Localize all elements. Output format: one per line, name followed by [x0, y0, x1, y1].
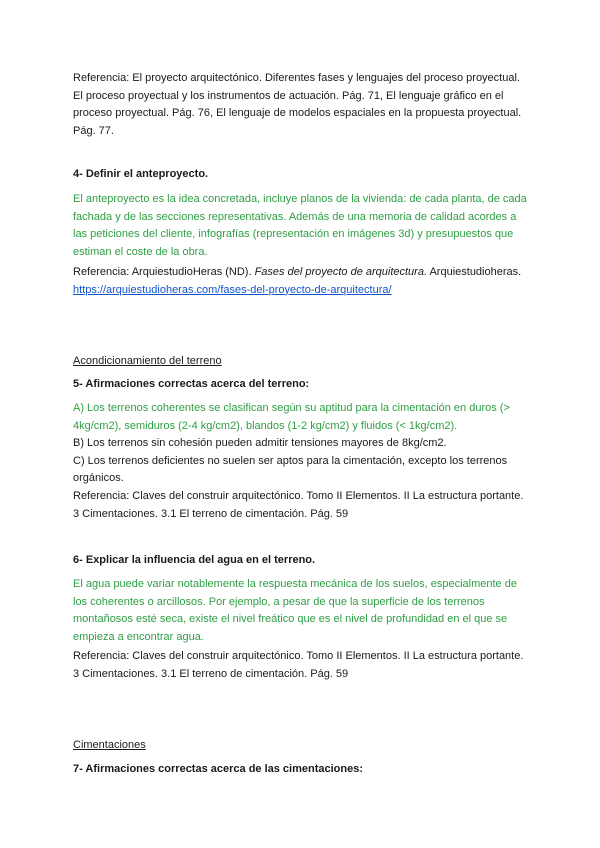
answer-line: los coherentes o arcillosos. Por ejemplo, a pesar de que la superficie de los terrenos — [73, 595, 485, 608]
reference-1-line: proceso proyectual. Pág. 76, El lenguaje de modelos espaciales en la propuesta proyectual. — [73, 107, 522, 119]
question-5-options — [73, 400, 533, 488]
reference-line: 3 Cimentaciones. 3.1 El terreno de cimentación. Pág. 59 — [73, 507, 349, 520]
answer-line: El agua puede variar notablemente la respuesta mecánica de los suelos, especialmente de — [73, 578, 517, 590]
reference-1 — [73, 70, 533, 140]
question-4-reference — [73, 264, 533, 299]
option-a-line: 4kg/cm2), semiduros (2-4 kg/cm2), blandos (1-2 kg/cm2) y fluidos (< 1kg/cm2). — [73, 419, 458, 432]
answer-line: empieza a encontrar agua. — [73, 630, 204, 643]
reference-title: Fases del proyecto de arquitectura. — [254, 266, 428, 278]
section-heading-terreno: Acondicionamiento del terreno — [73, 355, 222, 367]
reference-1-line: El proceso proyectual y los instrumentos de actuación. Pág. 71, El lenguaje gráfico en el — [73, 89, 504, 102]
section-heading-cimentaciones: Cimentaciones — [73, 739, 146, 751]
reference-line: Referencia: Claves del construir arquitectónico. Tomo II Elementos. II La estructura portante. — [73, 490, 524, 502]
question-5-title: 5- Afirmaciones correctas acerca del terreno: — [73, 378, 310, 390]
answer-line: El anteproyecto es la idea concretada, incluye planos de la vivienda: de cada planta, de cada — [73, 193, 527, 205]
reference-line: Referencia: Claves del construir arquitectónico. Tomo II Elementos. II La estructura portante. — [73, 650, 524, 662]
answer-line: estiman el coste de la obra. — [73, 245, 208, 258]
reference-1-line: Referencia: El proyecto arquitectónico. Diferentes fases y lenguajes del proceso proyectual. — [73, 72, 520, 84]
answer-line: montañosos esté seca, existe el nivel freático que es el nivel de profundidad en el que se — [73, 613, 508, 625]
reference-text: Referencia: ArquiestudioHeras (ND). — [73, 266, 255, 278]
option-c-line: orgánicos. — [73, 472, 124, 484]
reference-1-line: Pág. 77. — [73, 124, 114, 137]
question-7-title: 7- Afirmaciones correctas acerca de las cimentaciones: — [73, 763, 364, 775]
reference-text: Arquiestudioheras. — [427, 266, 522, 278]
question-5-reference — [73, 488, 533, 523]
answer-line: las peticiones del cliente, infografías (representación en imágenes 3d) y presupuestos que — [73, 228, 514, 240]
option-c-line: C) Los terrenos deficientes no suelen ser aptos para la cimentación, excepto los terrenos — [73, 454, 508, 467]
question-6-title: 6- Explicar la influencia del agua en el terreno. — [73, 554, 316, 566]
question-4-answer — [73, 191, 533, 261]
question-6-reference — [73, 648, 533, 683]
question-6-answer — [73, 576, 533, 646]
question-4-title: 4- Definir el anteproyecto. — [73, 168, 209, 180]
reference-link[interactable]: https://arquiestudioheras.com/fases-del-proyecto-de-arquitectura/ — [73, 283, 392, 296]
answer-line: fachada y de las secciones representativas. Además de una memoria de calidad acordes a — [73, 210, 517, 223]
option-b: B) Los terrenos sin cohesión pueden admitir tensiones mayores de 8kg/cm2. — [73, 437, 447, 449]
reference-line: 3 Cimentaciones. 3.1 El terreno de cimentación. Pág. 59 — [73, 667, 349, 680]
option-a-line: A) Los terrenos coherentes se clasifican según su aptitud para la cimentación en duros (> — [73, 402, 510, 414]
